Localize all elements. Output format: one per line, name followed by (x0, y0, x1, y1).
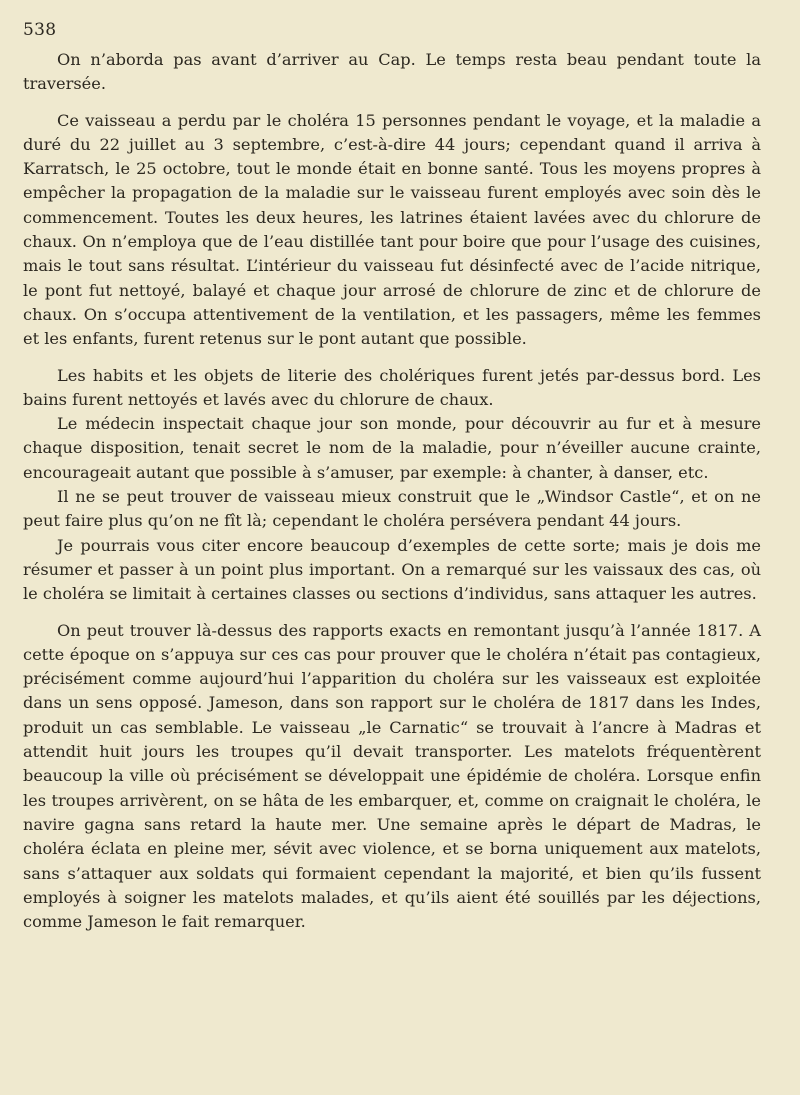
paragraph-jameson-report: On peut trouver là-dessus des rapports exacts en remontant jusqu’à l’année 1817. A cette époque on s’appuya sur ces cas pour prouver que le choléra n’était pas contagieux, précisément comme aujourd’hui l’apparition du choléra sur les vaisseaux est exploitée dans un sens opposé. Jameson, dans son rapport sur le choléra de 1817 dans les Indes, produit un cas semblable. Le vaisseau „le Carnatic“ se trouvait à l’ancre à Madras et attendit huit jours les troupes qu’il devait transporter. Les matelots fréquentèrent beaucoup la ville où précisément se développait une épidémie de choléra. Lorsque enfin les troupes arrivèrent, on se hâta de les embarquer, et, comme on craignait le choléra, le navire gagna sans retard la haute mer. Une semaine après le départ de Madras, le choléra éclata en pleine mer, sévit avec violence, et se borna uniquement aux matelots, sans s’attaquer aux soldats qui formaient cependant la majorité, et bien qu’ils fussent employés à soigner les matelots malades, et qu’ils aient été souillés par les déjections, comme Jameson le fait remarquer. (23, 620, 761, 932)
paragraph-more-examples: Je pourrais vous citer encore beaucoup d’exemples de cette sorte; mais je dois me résumer et passer à un point plus important. On a remarqué sur les vaissaux des cas, où le choléra se limitait à certaines classes ou sections d’individus, sans attaquer les autres. (23, 535, 761, 604)
paragraph-clothing-discarded: Les habits et les objets de literie des cholériques furent jetés par-dessus bord. Les bains furent nettoyés et lavés avec du chlorure de chaux. (23, 365, 761, 409)
paragraph-arrival-cape: On n’aborda pas avant d’arriver au Cap. Le temps resta beau pendant toute la traversée. (23, 50, 761, 94)
paragraph-ship-losses: Ce vaisseau a perdu par le choléra 15 personnes pendant le voyage, et la maladie a duré du 22 juillet au 3 septembre, c’est-à-dire 44 jours; cependant quand il arriva à Karratsch, le 25 octobre, tout le monde était en bonne santé. Tous les moyens propres à empêcher la propagation de la maladie sur le vaisseau furent employés avec soin dès le commencement. Toutes les deux heures, les latrines étaient lavées avec du chlorure de chaux. On n’employa que de l’eau distillée tant pour boire que pour l’usage des cuisines, mais le tout sans résultat. L’intérieur du vaisseau fut désinfecté avec de l’acide nitrique, le pont fut nettoyé, balayé et chaque jour arrosé de chlorure de zinc et de chlorure de chaux. On s’occupa attentivement de la ventilation, et les passagers, même les femmes et les enfants, furent retenus sur le pont autant que possible. (23, 110, 761, 349)
paragraph-windsor-castle: Il ne se peut trouver de vaisseau mieux construit que le „Windsor Castle“, et on ne peut faire plus qu’on ne fît là; cependant le choléra persévera pendant 44 jours. (23, 487, 761, 531)
page-number: 538 (23, 20, 57, 40)
paragraph-doctor-inspection: Le médecin inspectait chaque jour son monde, pour découvrir au fur et à mesure chaque disposition, tenait secret le nom de la maladie, pour n’éveiller aucune crainte, encourageait autant que possible à s’amuser, par exemple: à chanter, à danser, etc. (23, 414, 761, 482)
